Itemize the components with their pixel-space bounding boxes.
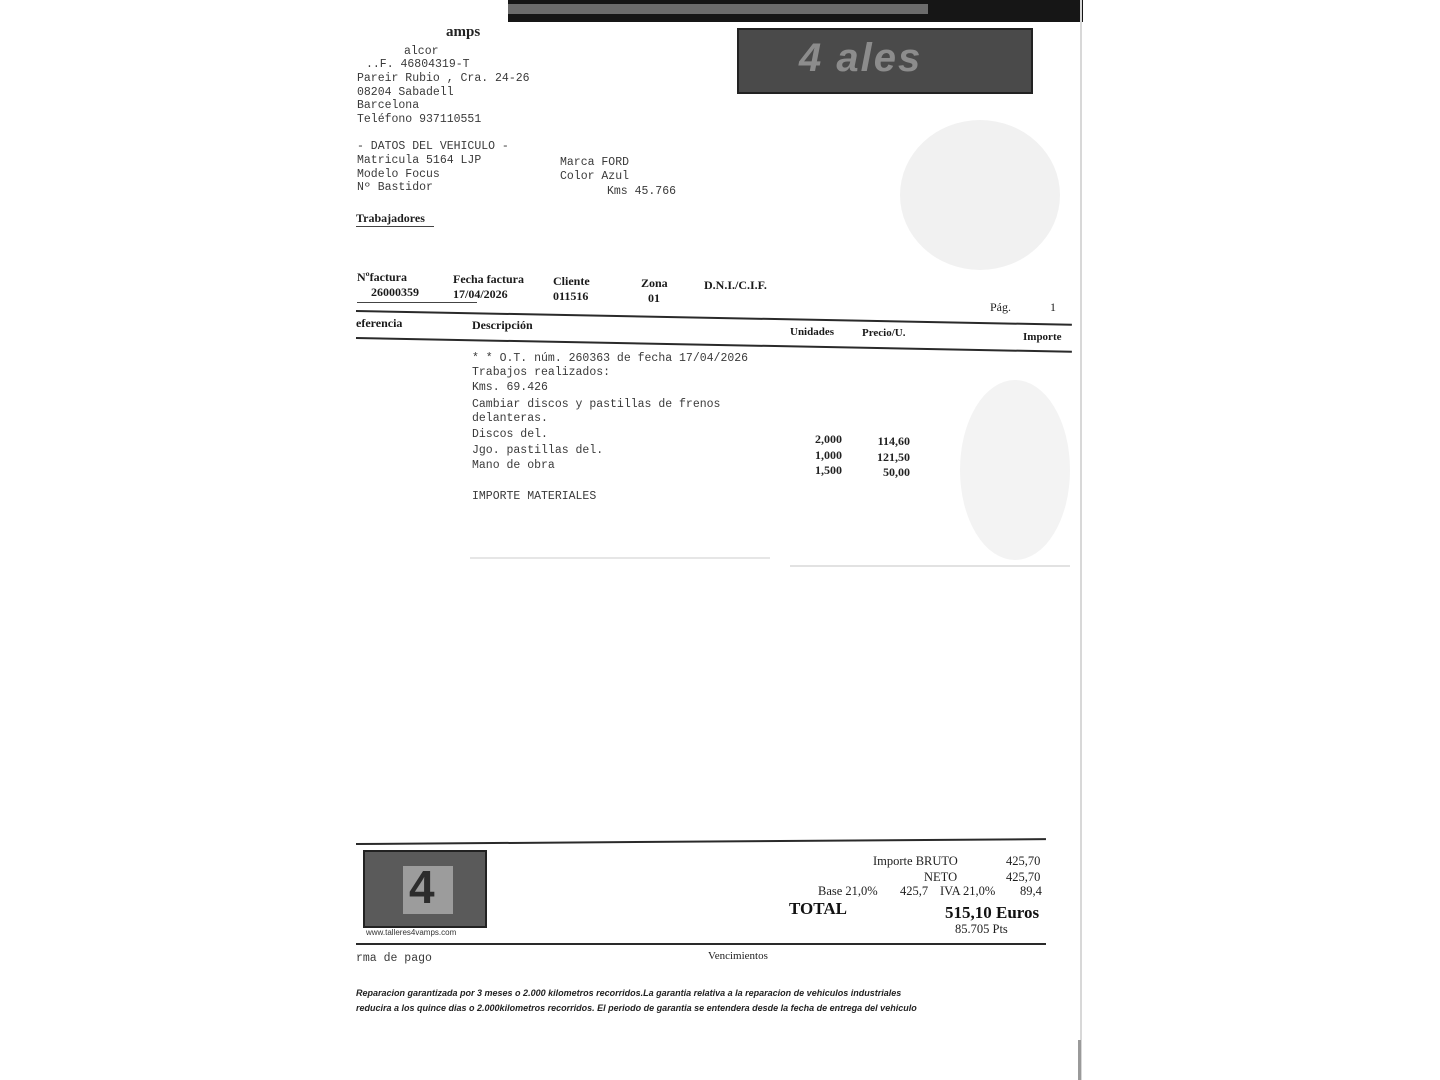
- scan-noise: [900, 120, 1060, 270]
- company-phone: Teléfono 937110551: [357, 113, 482, 126]
- description-line: Trabajos realizados:: [472, 366, 611, 379]
- company-nif: ..F. 46804319-T: [366, 58, 470, 71]
- tax-base-value: 425,7: [900, 884, 929, 898]
- total-label: TOTAL: [789, 899, 847, 918]
- brand-logo-text: 4 ales: [799, 36, 923, 80]
- footer-top-rule: [356, 838, 1046, 845]
- company-street: Pareir Rubio , Cra. 24-26: [357, 72, 530, 85]
- description-line: Cambiar discos y pastillas de frenos: [472, 398, 721, 411]
- scan-noise: [960, 380, 1070, 560]
- company-name: amps: [446, 24, 481, 40]
- vat-value: 89,4: [1020, 884, 1042, 898]
- footer-website: www.talleres4vamps.com: [366, 928, 457, 937]
- invoice-date-value: 17/04/2026: [453, 287, 508, 301]
- company-line1: alcor: [404, 45, 439, 58]
- scan-noise: [470, 557, 770, 559]
- footer-logo: [363, 850, 487, 928]
- item-units: 1,500: [815, 463, 842, 477]
- item-price: 114,60: [877, 434, 910, 448]
- net-label: NETO: [924, 870, 958, 884]
- col-importe: Importe: [1023, 331, 1062, 343]
- gross-amount-label: Importe BRUTO: [873, 854, 958, 868]
- item-units: 1,000: [815, 448, 842, 462]
- brand-logo: [737, 28, 1033, 94]
- footer-logo-mark: 4: [409, 861, 435, 913]
- item-price: 50,00: [883, 465, 910, 479]
- due-dates-label: Vencimientos: [708, 950, 768, 962]
- table-header-bottom-rule: [356, 337, 1072, 353]
- client-value: 011516: [553, 289, 589, 303]
- payment-method-label: rma de pago: [356, 952, 432, 965]
- col-precio: Precio/U.: [862, 327, 906, 339]
- header-fields-rule: [357, 302, 477, 303]
- vehicle-bastidor: Nº Bastidor: [357, 181, 433, 194]
- vehicle-matricula: Matricula 5164 LJP: [357, 154, 482, 167]
- col-unidades: Unidades: [790, 326, 835, 338]
- trabajadores-underline: [356, 226, 434, 227]
- page-value: 1: [1050, 300, 1056, 314]
- trabajadores-label: Trabajadores: [356, 211, 425, 225]
- description-line: * * O.T. núm. 260363 de fecha 17/04/2026: [472, 352, 749, 365]
- item-description: Jgo. pastillas del.: [472, 444, 604, 457]
- materials-label: IMPORTE MATERIALES: [472, 490, 597, 503]
- company-city: 08204 Sabadell: [357, 86, 454, 99]
- vehicle-color: Color Azul: [560, 170, 630, 183]
- vat-label: IVA 21,0%: [940, 884, 996, 898]
- item-description: Discos del.: [472, 428, 548, 441]
- company-province: Barcelona: [357, 99, 420, 112]
- gross-amount-value: 425,70: [1006, 854, 1041, 868]
- dni-cif-label: D.N.I./C.I.F.: [704, 278, 767, 292]
- tax-base-label: Base 21,0%: [818, 884, 878, 898]
- item-description: Mano de obra: [472, 459, 555, 472]
- zone-value: 01: [648, 291, 660, 305]
- client-label: Cliente: [553, 274, 590, 288]
- description-line: Kms. 69.426: [472, 381, 548, 394]
- vehicle-modelo: Modelo Focus: [357, 168, 440, 181]
- item-price: 121,50: [877, 450, 910, 464]
- vehicle-section-title: - DATOS DEL VEHICULO -: [357, 140, 509, 153]
- description-line: delanteras.: [472, 412, 548, 425]
- total-value: 515,10 Euros: [945, 903, 1040, 922]
- col-referencia: eferencia: [356, 316, 403, 330]
- warranty-line-2: reducira a los quince dias o 2.000kilometros recorridos. El periodo de garantia se entendera desde la fecha de entrega del vehiculo: [356, 1003, 917, 1013]
- vehicle-kms: Kms 45.766: [607, 185, 677, 198]
- invoice-number-label: Nºfactura: [357, 270, 407, 284]
- warranty-line-1: Reparacion garantizada por 3 meses o 2.000 kilometros recorridos.La garantia relativa a la reparacion de vehiculos industriales: [356, 988, 902, 998]
- total-pesetas: 85.705 Pts: [955, 922, 1008, 936]
- scan-noise: [790, 565, 1070, 567]
- vehicle-marca: Marca FORD: [560, 156, 630, 169]
- zone-label: Zona: [641, 276, 668, 290]
- item-units: 2,000: [815, 432, 842, 446]
- invoice-date-label: Fecha factura: [453, 272, 524, 286]
- net-value: 425,70: [1006, 870, 1041, 884]
- footer-bottom-rule: [356, 943, 1046, 945]
- invoice-number-value: 26000359: [371, 285, 419, 299]
- page-label: Pág.: [990, 300, 1011, 314]
- table-header-top-rule: [356, 310, 1072, 326]
- col-descripcion: Descripción: [472, 318, 533, 332]
